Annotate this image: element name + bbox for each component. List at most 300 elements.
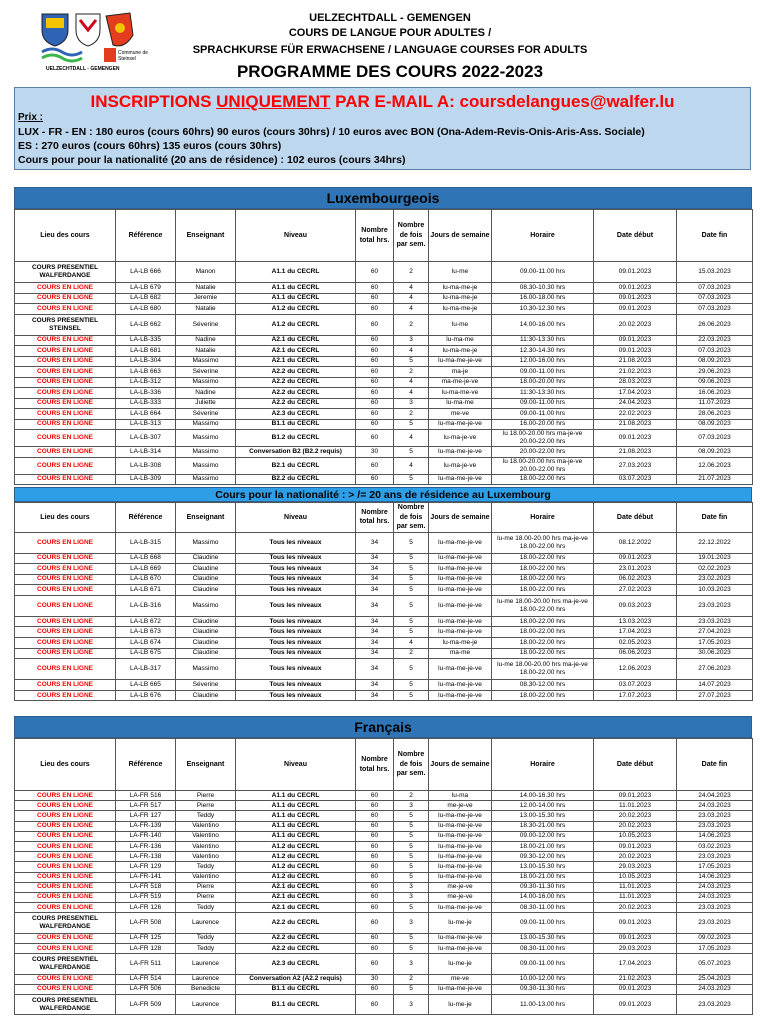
cell-lieu: COURS EN LIGNE (15, 532, 116, 553)
cell-fin: 24.03.2023 (677, 882, 753, 892)
cell-ref: LA-FR 128 (116, 943, 176, 953)
cell-lieu: COURS EN LIGNE (15, 648, 116, 659)
cell-debut: 17.04.2023 (594, 954, 677, 975)
cell-ref: LA-LB 675 (116, 648, 176, 659)
cell-heures: 60 (356, 841, 394, 851)
table-row (15, 954, 753, 975)
cell-fin: 17.05.2023 (677, 862, 753, 872)
cell-fin: 05.07.2023 (677, 954, 753, 975)
cell-jours: lu-ma-me-je-ve (429, 872, 492, 882)
cell-ref: LA-LB 669 (116, 564, 176, 575)
cell-debut: 09.01.2023 (594, 933, 677, 943)
cell-enseignant: Pierre (176, 791, 236, 801)
cell-niveau: A2.2 du CECRL (236, 388, 356, 399)
cell-heures: 60 (356, 852, 394, 862)
cell-enseignant: Séverine (176, 680, 236, 691)
cell-heures: 34 (356, 553, 394, 564)
cell-lieu: COURS EN LIGNE (15, 638, 116, 649)
cell-horaire: 09.00-11.00 hrs (492, 913, 594, 934)
cell-enseignant: Massimo (176, 595, 236, 616)
cell-enseignant: Teddy (176, 933, 236, 943)
cell-ref: LA-FR 517 (116, 801, 176, 811)
column-header-horaire: Horaire (492, 503, 594, 533)
cell-enseignant: Natalie (176, 304, 236, 315)
inscriptions-notice: INSCRIPTIONS UNIQUEMENT PAR E-MAIL A: coursdelangues@walfer.lu (90, 92, 675, 111)
cell-fin: 10.03.2023 (677, 585, 753, 596)
cell-lieu: COURS EN LIGNE (15, 304, 116, 315)
cell-heures: 60 (356, 943, 394, 953)
column-header-jours: Jours de semaine (429, 210, 492, 262)
cell-fin: 14.06.2023 (677, 872, 753, 882)
cell-heures: 60 (356, 801, 394, 811)
cell-jours: me-je-ve (429, 882, 492, 892)
cell-jours: lu-ma-me-je-ve (429, 680, 492, 691)
cell-ref: LA-FR 518 (116, 882, 176, 892)
cell-lieu: COURS EN LIGNE (15, 367, 116, 378)
cell-lieu: COURS EN LIGNE (15, 821, 116, 831)
cell-ref: LA-LB-309 (116, 474, 176, 485)
cell-lieu: COURS EN LIGNE (15, 882, 116, 892)
cell-enseignant: Valentino (176, 841, 236, 851)
cell-jours: lu-ma-me-je-ve (429, 933, 492, 943)
cell-heures: 34 (356, 627, 394, 638)
cell-fois: 2 (394, 367, 429, 378)
cell-debut: 20.02.2023 (594, 903, 677, 913)
cell-debut: 09.01.2023 (594, 995, 677, 1015)
cell-heures: 60 (356, 356, 394, 367)
cell-enseignant: Claudine (176, 690, 236, 701)
cell-fois: 2 (394, 262, 429, 283)
cell-niveau: Tous les niveaux (236, 585, 356, 596)
page-title: PROGRAMME DES COURS 2022-2023 (236, 62, 544, 81)
cell-enseignant: Teddy (176, 943, 236, 953)
cell-debut: 02.05.2023 (594, 638, 677, 649)
cell-jours: lu-ma-me-je-ve (429, 841, 492, 851)
cell-fin: 09.06.2023 (677, 377, 753, 388)
cell-heures: 34 (356, 564, 394, 575)
cell-ref: LA-LB 681 (116, 346, 176, 357)
column-header-lieu: Lieu des cours (15, 739, 116, 791)
cell-niveau: A2.3 du CECRL (236, 409, 356, 420)
cell-lieu: COURS EN LIGNE (15, 943, 116, 953)
cell-debut: 08.12.2022 (594, 532, 677, 553)
cell-fin: 08.09.2023 (677, 356, 753, 367)
cell-horaire: 18.00-22.00 hrs (492, 638, 594, 649)
cell-lieu: COURS EN LIGNE (15, 409, 116, 420)
cell-niveau: A1.1 du CECRL (236, 293, 356, 304)
cell-enseignant: Pierre (176, 892, 236, 902)
cell-fois: 5 (394, 419, 429, 430)
cell-fois: 4 (394, 283, 429, 294)
cell-heures: 34 (356, 616, 394, 627)
cell-debut: 17.04.2023 (594, 388, 677, 399)
cell-jours: lu-ma-me-je-ve (429, 627, 492, 638)
table-row (15, 872, 753, 882)
table-row (15, 430, 753, 447)
table-row (15, 388, 753, 399)
cell-debut: 06.02.2023 (594, 574, 677, 585)
cell-fin: 23.02.2023 (677, 574, 753, 585)
cell-enseignant: Massimo (176, 419, 236, 430)
cell-heures: 60 (356, 862, 394, 872)
cell-fois: 5 (394, 903, 429, 913)
cell-lieu: COURS EN LIGNE (15, 356, 116, 367)
cell-lieu: COURS EN LIGNE (15, 627, 116, 638)
table-row (15, 532, 753, 553)
cell-heures: 60 (356, 811, 394, 821)
cell-horaire: 11:30-13:30 hrs (492, 335, 594, 346)
org-name: UELZECHTDALL - GEMENGEN (309, 12, 471, 24)
cell-niveau: Tous les niveaux (236, 564, 356, 575)
cell-heures: 60 (356, 346, 394, 357)
cell-jours: lu-ma-me-je-ve (429, 574, 492, 585)
cell-jours: lu-ma-me-je-ve (429, 811, 492, 821)
cell-fois: 2 (394, 791, 429, 801)
cell-jours: lu-ma-me (429, 335, 492, 346)
cell-ref: LA-LB 673 (116, 627, 176, 638)
table-row (15, 821, 753, 831)
table-row (15, 447, 753, 458)
column-header-heures: Nombre total hrs. (356, 739, 394, 791)
cell-jours: lu-ma (429, 791, 492, 801)
cell-heures: 34 (356, 648, 394, 659)
table-row (15, 293, 753, 304)
cell-niveau: A1.1 du CECRL (236, 831, 356, 841)
course-table (14, 502, 753, 701)
cell-debut: 09.01.2023 (594, 553, 677, 564)
cell-fin: 12.06.2023 (677, 457, 753, 474)
cell-ref: LA-FR 519 (116, 892, 176, 902)
cell-lieu: COURS EN LIGNE (15, 659, 116, 680)
table-row (15, 680, 753, 691)
cell-horaire: 13.00-15.30 hrs (492, 933, 594, 943)
prix-label: Prix : (18, 112, 44, 123)
cell-horaire: lu-me 18.00-20.00 hrs ma-je-ve 18.00-22.00 hrs (492, 595, 594, 616)
cell-heures: 60 (356, 984, 394, 994)
cell-heures: 34 (356, 638, 394, 649)
cell-fin: 22.03.2023 (677, 335, 753, 346)
cell-enseignant: Teddy (176, 862, 236, 872)
cell-fois: 3 (394, 954, 429, 975)
cell-niveau: A1.2 du CECRL (236, 872, 356, 882)
cell-fois: 3 (394, 913, 429, 934)
cell-ref: LA-LB 682 (116, 293, 176, 304)
cell-jours: me-ve (429, 974, 492, 984)
cell-enseignant: Laurence (176, 995, 236, 1015)
cell-fois: 5 (394, 821, 429, 831)
cell-fin: 07.03.2023 (677, 430, 753, 447)
cell-lieu: COURS EN LIGNE (15, 474, 116, 485)
cell-fin: 23.03.2023 (677, 821, 753, 831)
cell-ref: LA-LB-335 (116, 335, 176, 346)
cell-niveau: Tous les niveaux (236, 690, 356, 701)
cell-niveau: B1.1 du CECRL (236, 984, 356, 994)
cell-fin: 17.05.2023 (677, 638, 753, 649)
column-header-horaire: Horaire (492, 210, 594, 262)
cell-heures: 60 (356, 409, 394, 420)
cell-debut: 11.01.2023 (594, 801, 677, 811)
cell-debut: 20.02.2023 (594, 314, 677, 335)
cell-lieu: COURS EN LIGNE (15, 892, 116, 902)
cell-lieu: COURS EN LIGNE (15, 419, 116, 430)
cell-lieu: COURS EN LIGNE (15, 690, 116, 701)
cell-debut: 24.04.2023 (594, 398, 677, 409)
cell-niveau: A1.1 du CECRL (236, 791, 356, 801)
cell-horaire: 14.00-16.00 hrs (492, 314, 594, 335)
cell-enseignant: Jeremie (176, 293, 236, 304)
cell-fin: 27.07.2023 (677, 690, 753, 701)
cell-fois: 5 (394, 616, 429, 627)
column-header-lieu: Lieu des cours (15, 210, 116, 262)
cell-horaire: 08.30-12.00 hrs (492, 680, 594, 691)
cell-enseignant: Massimo (176, 659, 236, 680)
cell-lieu: COURS EN LIGNE (15, 616, 116, 627)
cell-lieu: COURS EN LIGNE (15, 984, 116, 994)
cell-fois: 4 (394, 430, 429, 447)
cell-horaire: 09.00-11.00 hrs (492, 954, 594, 975)
cell-niveau: B2.1 du CECRL (236, 457, 356, 474)
cell-horaire: 13.00-15.30 hrs (492, 811, 594, 821)
cell-enseignant: Massimo (176, 447, 236, 458)
cell-lieu: COURS EN LIGNE (15, 335, 116, 346)
cell-fois: 5 (394, 680, 429, 691)
cell-jours: ma-je (429, 367, 492, 378)
cell-lieu: COURS EN LIGNE (15, 791, 116, 801)
cell-debut: 09.01.2023 (594, 293, 677, 304)
cell-ref: LA-LB 670 (116, 574, 176, 585)
cell-horaire: 12.00-14.00 hrs (492, 801, 594, 811)
cell-horaire: 12.00-16.00 hrs (492, 356, 594, 367)
column-header-fois: Nombre de fois par sem. (394, 503, 429, 533)
cell-ref: LA-FR 511 (116, 954, 176, 975)
cell-horaire: 18.00-22.00 hrs (492, 627, 594, 638)
table-row (15, 913, 753, 934)
table-row (15, 474, 753, 485)
column-header-enseignant: Enseignant (176, 210, 236, 262)
cell-fois: 3 (394, 398, 429, 409)
cell-niveau: B1.1 du CECRL (236, 419, 356, 430)
cell-horaire: 09.00-11.00 hrs (492, 367, 594, 378)
cell-jours: lu-ma-me-je-ve (429, 943, 492, 953)
cell-lieu: COURS EN LIGNE (15, 862, 116, 872)
cell-jours: me-je-ve (429, 801, 492, 811)
cell-enseignant: Séverine (176, 314, 236, 335)
cell-ref: LA-LB-333 (116, 398, 176, 409)
cell-ref: LA-FR 127 (116, 811, 176, 821)
cell-fois: 3 (394, 892, 429, 902)
cell-fin: 19.01.2023 (677, 553, 753, 564)
cell-horaire: 09.30-11.30 hrs (492, 984, 594, 994)
coat-of-arms-icon (40, 12, 152, 74)
cell-enseignant: Valentino (176, 831, 236, 841)
cell-niveau: A2.1 du CECRL (236, 335, 356, 346)
cell-debut: 09.01.2023 (594, 913, 677, 934)
cell-horaire: 16.00-20.00 hrs (492, 419, 594, 430)
cell-horaire: 09.00-11.00 hrs (492, 398, 594, 409)
cell-lieu: COURS EN LIGNE (15, 831, 116, 841)
cell-fin: 24.03.2023 (677, 801, 753, 811)
cell-niveau: A2.2 du CECRL (236, 377, 356, 388)
cell-debut: 13.03.2023 (594, 616, 677, 627)
table-row (15, 903, 753, 913)
cell-ref: LA-LB 668 (116, 553, 176, 564)
table-row (15, 648, 753, 659)
column-header-fois: Nombre de fois par sem. (394, 210, 429, 262)
table-row (15, 314, 753, 335)
cell-ref: LA-FR 129 (116, 862, 176, 872)
cell-ref: LA-LB 671 (116, 585, 176, 596)
cell-lieu: COURS EN LIGNE (15, 801, 116, 811)
cell-jours: lu-ma-me-je-ve (429, 984, 492, 994)
cell-heures: 34 (356, 574, 394, 585)
cell-niveau: A1.1 du CECRL (236, 801, 356, 811)
cell-niveau: A2.1 du CECRL (236, 903, 356, 913)
column-header-ref: Référence (116, 739, 176, 791)
table-row (15, 346, 753, 357)
cell-enseignant: Natalie (176, 346, 236, 357)
cell-ref: LA-LB 679 (116, 283, 176, 294)
cell-debut: 21.02.2023 (594, 974, 677, 984)
table-row (15, 356, 753, 367)
cell-enseignant: Massimo (176, 430, 236, 447)
cell-debut: 20.02.2023 (594, 852, 677, 862)
cell-fois: 5 (394, 690, 429, 701)
cell-fois: 2 (394, 314, 429, 335)
cell-heures: 30 (356, 974, 394, 984)
cell-fin: 03.02.2023 (677, 841, 753, 851)
cell-jours: lu-ma-je-ve (429, 457, 492, 474)
cell-jours: me-ve (429, 409, 492, 420)
cell-jours: lu-ma-me (429, 398, 492, 409)
cell-horaire: 18.00-22.00 hrs (492, 585, 594, 596)
cell-enseignant: Valentino (176, 872, 236, 882)
cell-horaire: 18.00-22.00 hrs (492, 564, 594, 575)
cell-fois: 4 (394, 377, 429, 388)
cell-lieu: COURS EN LIGNE (15, 680, 116, 691)
cell-debut: 22.02.2023 (594, 409, 677, 420)
cell-heures: 60 (356, 335, 394, 346)
cell-lieu: COURS EN LIGNE (15, 811, 116, 821)
table-row (15, 882, 753, 892)
cell-niveau: Tous les niveaux (236, 659, 356, 680)
cell-debut: 17.07.2023 (594, 690, 677, 701)
table-row (15, 409, 753, 420)
cell-heures: 60 (356, 791, 394, 801)
table-row (15, 335, 753, 346)
cell-lieu: COURS EN LIGNE (15, 564, 116, 575)
cell-heures: 60 (356, 903, 394, 913)
cell-fin: 07.03.2023 (677, 293, 753, 304)
cell-ref: LA-FR-140 (116, 831, 176, 841)
cell-fois: 5 (394, 841, 429, 851)
cell-niveau: Tous les niveaux (236, 553, 356, 564)
cell-ref: LA-LB-308 (116, 457, 176, 474)
cell-enseignant: Massimo (176, 532, 236, 553)
cell-debut: 09.01.2023 (594, 283, 677, 294)
cell-jours: lu-ma-me-je-ve (429, 447, 492, 458)
cell-heures: 60 (356, 821, 394, 831)
cell-enseignant: Nadine (176, 335, 236, 346)
cell-niveau: Tous les niveaux (236, 616, 356, 627)
cell-lieu: COURS PRESENTIEL WALFERDANGE (15, 913, 116, 934)
info-box (14, 87, 751, 170)
cell-fin: 16.06.2023 (677, 388, 753, 399)
cell-lieu: COURS EN LIGNE (15, 388, 116, 399)
cell-debut: 10.05.2023 (594, 831, 677, 841)
cell-debut: 27.03.2023 (594, 457, 677, 474)
cell-horaire: lu 18.00-20.00 hrs ma-je-ve 20.00-22.00 hrs (492, 457, 594, 474)
cell-enseignant: Massimo (176, 377, 236, 388)
section-title: Cours pour la nationalité : > /= 20 ans de résidence au Luxembourg (14, 487, 752, 502)
cell-heures: 60 (356, 882, 394, 892)
cell-horaire: 16.00-18.00 hrs (492, 293, 594, 304)
cell-ref: LA-FR 509 (116, 995, 176, 1015)
cell-heures: 60 (356, 388, 394, 399)
cell-ref: LA-FR 508 (116, 913, 176, 934)
cell-debut: 23.01.2023 (594, 564, 677, 575)
cell-horaire: 09.00-11.00 hrs (492, 262, 594, 283)
price-line-lux-fr-en: LUX - FR - EN : 180 euros (cours 60hrs) 90 euros (cours 30hrs) / 10 euros avec BON (Ona-Adem-Revis-Onis-Aris-Ass. Sociale) (18, 126, 645, 138)
cell-niveau: A2.2 du CECRL (236, 367, 356, 378)
cell-lieu: COURS PRESENTIEL WALFERDANGE (15, 954, 116, 975)
column-header-fin: Date fin (677, 739, 753, 791)
cell-lieu: COURS EN LIGNE (15, 841, 116, 851)
cell-ref: LA-LB 666 (116, 262, 176, 283)
cell-heures: 60 (356, 995, 394, 1015)
cell-horaire: 08.30-10.30 hrs (492, 283, 594, 294)
cell-fin: 15.03.2023 (677, 262, 753, 283)
column-header-ref: Référence (116, 210, 176, 262)
cell-ref: LA-FR 514 (116, 974, 176, 984)
cell-jours: lu-ma-me-je-ve (429, 690, 492, 701)
cell-heures: 34 (356, 585, 394, 596)
price-line-nationalite: Cours pour pour la nationalité (20 ans de résidence) : 102 euros (cours 34hrs) (18, 154, 406, 166)
cell-ref: LA-FR-136 (116, 841, 176, 851)
cell-fois: 4 (394, 638, 429, 649)
cell-horaire: 09.00-11.00 hrs (492, 409, 594, 420)
cell-debut: 09.01.2023 (594, 791, 677, 801)
cell-niveau: Tous les niveaux (236, 595, 356, 616)
cell-enseignant: Massimo (176, 356, 236, 367)
cell-fois: 4 (394, 457, 429, 474)
cell-lieu: COURS EN LIGNE (15, 553, 116, 564)
cell-niveau: A1.1 du CECRL (236, 262, 356, 283)
cell-lieu: COURS EN LIGNE (15, 447, 116, 458)
cell-heures: 60 (356, 831, 394, 841)
cell-jours: lu-ma-me-je (429, 346, 492, 357)
cell-enseignant: Natalie (176, 283, 236, 294)
cell-fin: 17.05.2023 (677, 943, 753, 953)
cell-fois: 5 (394, 532, 429, 553)
cell-jours: lu-ma-me-je-ve (429, 585, 492, 596)
cell-debut: 03.07.2023 (594, 474, 677, 485)
table-row (15, 841, 753, 851)
cell-enseignant: Laurence (176, 954, 236, 975)
cell-jours: lu-ma-me-je (429, 304, 492, 315)
cell-niveau: A2.2 du CECRL (236, 943, 356, 953)
cell-horaire: 18.00-21.00 hrs (492, 872, 594, 882)
cell-jours: lu-ma-me-je-ve (429, 595, 492, 616)
cell-heures: 34 (356, 532, 394, 553)
cell-fin: 25.04.2023 (677, 974, 753, 984)
column-header-heures: Nombre total hrs. (356, 503, 394, 533)
cell-fin: 23.03.2023 (677, 595, 753, 616)
cell-heures: 60 (356, 430, 394, 447)
cell-lieu: COURS EN LIGNE (15, 293, 116, 304)
cell-ref: LA-LB-313 (116, 419, 176, 430)
cell-ref: LA-LB 676 (116, 690, 176, 701)
cell-ref: LA-LB-312 (116, 377, 176, 388)
